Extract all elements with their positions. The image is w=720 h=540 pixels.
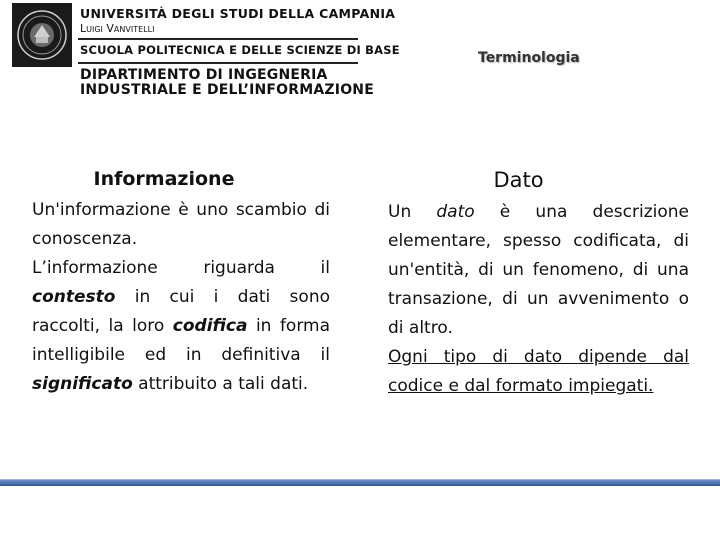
slide-title: Terminologia xyxy=(478,50,580,66)
text-segment: in forma intelligibile ed in definitiva il xyxy=(32,316,331,365)
informazione-definition: Un'informazione è uno scambio di conoscenza. xyxy=(32,200,330,249)
department-name-line2: INDUSTRIALE E DELL’INFORMAZIONE xyxy=(80,82,374,98)
text-segment: L’informazione riguarda il xyxy=(32,258,330,278)
informazione-column xyxy=(32,168,330,399)
text-segment: Un xyxy=(388,202,437,222)
university-logo xyxy=(12,3,72,67)
keyword-codifica: codifica xyxy=(172,316,248,336)
header-divider xyxy=(78,38,358,40)
informazione-heading: Informazione xyxy=(93,168,235,190)
department-name-line1: DIPARTIMENTO DI INGEGNERIA xyxy=(80,67,328,83)
university-name: UNIVERSITÀ DEGLI STUDI DELLA CAMPANIA xyxy=(80,6,396,21)
dato-dependency-paragraph: Ogni tipo di dato dipende dal codice e dal formato impiegati. xyxy=(388,347,689,396)
keyword-contesto: contesto xyxy=(32,287,116,307)
university-subtitle: Luigi Vanvitelli xyxy=(80,22,155,35)
university-seal-icon xyxy=(12,3,72,67)
text-segment: in cui i dati sono raccolti, la loro xyxy=(32,287,330,336)
footer-bar xyxy=(0,479,720,486)
keyword-dato: dato xyxy=(436,202,475,222)
keyword-significato: significato xyxy=(32,374,133,394)
dato-heading: Dato xyxy=(493,168,544,192)
header-divider xyxy=(78,62,358,64)
dato-definition xyxy=(388,198,689,343)
text-segment: è una descrizione elementare, spesso codificata, di un'entità, di un fenomeno, di una transazione, di un avvenimento o di altro. xyxy=(388,202,689,338)
text-segment: attribuito a tali dati. xyxy=(132,374,309,394)
informazione-context-paragraph xyxy=(32,254,330,399)
school-name: SCUOLA POLITECNICA E DELLE SCIENZE DI BASE xyxy=(80,43,400,57)
dato-column xyxy=(388,168,689,401)
